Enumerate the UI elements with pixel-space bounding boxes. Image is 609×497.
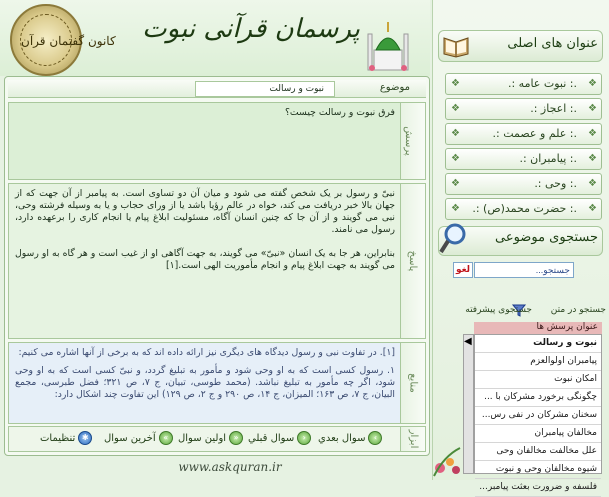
answer-tab-label: پاسخ [407, 250, 419, 272]
list-item[interactable]: پیامبران اولوالعزم [475, 353, 601, 371]
tools-tab [400, 427, 425, 451]
arrow-left-icon: ‹ [297, 431, 311, 445]
menu-item-label: .: اعجاز :. [530, 102, 577, 115]
selected-arrow-icon: ◀ [464, 336, 472, 347]
magnifier-icon [438, 222, 468, 256]
sources-section [8, 342, 426, 424]
menu-item-label: .: وحی :. [534, 177, 577, 190]
next-question-button[interactable] [318, 430, 382, 448]
corner-ornament-icon: ❖ [451, 153, 460, 164]
answer-text [15, 188, 395, 334]
answer-tab [400, 184, 425, 338]
topics-scrollbar[interactable] [463, 334, 474, 474]
menu-item-label: .: نبوت عامه :. [507, 77, 577, 90]
list-item[interactable]: امکان نبوت [475, 371, 601, 389]
main-titles-label: عنوان های اصلی [507, 36, 598, 51]
corner-ornament-icon: ❖ [588, 178, 597, 189]
previous-question-label: سوال قبلي [248, 433, 295, 444]
menu-item-revelation[interactable] [445, 173, 602, 195]
topic-search-label: جستجوی موضوعی [495, 230, 598, 245]
sources-tab-label: منابع [407, 373, 419, 393]
corner-ornament-icon: ❖ [451, 103, 460, 114]
corner-ornament-icon: ❖ [588, 128, 597, 139]
advanced-search-link[interactable]: جستجوی پیشرفته [465, 305, 532, 315]
search-cancel-button[interactable]: لغو [453, 262, 473, 278]
menu-item-prophet-muhammad[interactable] [445, 198, 602, 220]
list-item[interactable]: چگونگی برخورد مشرکان با ... [475, 389, 601, 407]
first-question-label: اولين سوال [178, 433, 227, 444]
previous-question-button[interactable] [248, 430, 311, 448]
last-question-label: آخرين سوال [104, 433, 156, 444]
search-in-text-option[interactable]: جستجو در متن [550, 305, 606, 315]
settings-button[interactable] [40, 430, 92, 448]
last-question-button[interactable] [104, 430, 173, 448]
sources-tab [400, 343, 425, 423]
flower-decoration-icon [430, 440, 464, 478]
question-text: فرق نبوت و رسالت چیست؟ [284, 107, 395, 118]
menu-item-knowledge-infallibility[interactable] [445, 123, 602, 145]
corner-ornament-icon: ❖ [588, 103, 597, 114]
corner-ornament-icon: ❖ [451, 128, 460, 139]
corner-ornament-icon: ❖ [451, 203, 460, 214]
list-item[interactable]: علل مخالفت مخالفان وحی [475, 443, 601, 461]
logo [10, 4, 116, 76]
first-question-button[interactable] [178, 430, 243, 448]
quran-book-icon [442, 32, 470, 58]
question-tab-label: پرسش [402, 126, 414, 156]
last-icon: » [159, 431, 173, 445]
list-item[interactable]: مخالفان پیامبران [475, 425, 601, 443]
question-section [8, 102, 426, 180]
sources-paragraph: ۱. رسول کسی است که به او وحی شود و مأمور به تبلیغ گردد، و نبیّ کسی است که به او وحی شود، اگر چه مأمور به تبلیغ نباشد. (محمد طوسی، تبیان، ج ۷، ص ۳۲۱؛ فضل طبرسی، مجمع البیان، ج ۷، ص ۱۶۳؛ المیزان، ج ۱۴، ص ۲۹۰ و ج ۲، ص ۱۲۹) این تفاوت چند اشکال دارد: [15, 365, 395, 400]
topics-list-header: عنوان پرسش ها [474, 322, 602, 334]
sources-paragraph: [۱]. در تفاوت نبی و رسول دیدگاه های دیگری نیز ارائه داده اند که به برخی از آنها اشاره می کنیم: [18, 347, 395, 358]
answer-paragraph: نبیّ و رسول بر یک شخص گفته می شود و میان آن دو تساوی است. به پیامبر از آن جهت که از جهان بالا خبر دریافت می کند، خواه در عالم رؤیا باشد یا از ورای حجاب و یا به وسیله فرشته وحی، نبی می گویند و از آن جا که چنین انسان آگاه، مسئولیت ابلاغ پیام یا انجام کاری را برعهده دارد، رسول می نامند. [15, 188, 395, 235]
list-item[interactable]: شیوه مخالفان وحی و نبوت [475, 461, 601, 479]
topics-list[interactable] [474, 334, 602, 492]
corner-ornament-icon: ❖ [588, 153, 597, 164]
tools-tab-label: ابزار [408, 429, 420, 449]
menu-item-general-prophethood[interactable] [445, 73, 602, 95]
menu-item-miracle[interactable] [445, 98, 602, 120]
subject-label: موضوع [379, 82, 410, 93]
logo-text: کانون گفتمان قرآن [20, 14, 72, 66]
app-title: پرسمان قرآنی نبوت [142, 14, 360, 44]
settings-label: تنظيمات [40, 433, 76, 444]
website-url: www.askquran.ir [178, 460, 282, 474]
corner-ornament-icon: ❖ [588, 203, 597, 214]
arrow-right-icon: › [368, 431, 382, 445]
answer-section [8, 183, 426, 339]
search-input[interactable] [474, 262, 574, 278]
first-icon: « [229, 431, 243, 445]
list-item[interactable]: سخنان مشرکان در نفی رس... [475, 407, 601, 425]
answer-paragraph: بنابراین، هر جا به یک انسان «نبیّ» می گویند، به جهت آگاهی او از غیب است و هر گاه به او رسول می گویند به جهت ابلاغ پیام و انجام مأموریت الهی است.[۱] [15, 248, 395, 271]
mosque-dome-icon [366, 20, 410, 72]
menu-item-label: .: پیامبران :. [519, 152, 577, 165]
corner-ornament-icon: ❖ [451, 178, 460, 189]
next-question-label: سوال بعدي [318, 433, 366, 444]
list-item[interactable]: فلسفه و ضرورت بعثت پیامبر... [475, 479, 601, 497]
corner-ornament-icon: ❖ [588, 78, 597, 89]
corner-ornament-icon: ❖ [451, 78, 460, 89]
menu-item-label: .: علم و عصمت :. [492, 127, 577, 140]
question-tab [400, 103, 425, 179]
menu-item-prophets[interactable] [445, 148, 602, 170]
sources-text[interactable] [15, 347, 395, 419]
subject-value: نبوت و رسالت [195, 81, 335, 97]
gear-icon: ✱ [78, 431, 92, 445]
list-item[interactable]: نبوت و رسالت [475, 335, 601, 353]
menu-item-label: .: حضرت محمد(ص) :. [472, 202, 577, 215]
